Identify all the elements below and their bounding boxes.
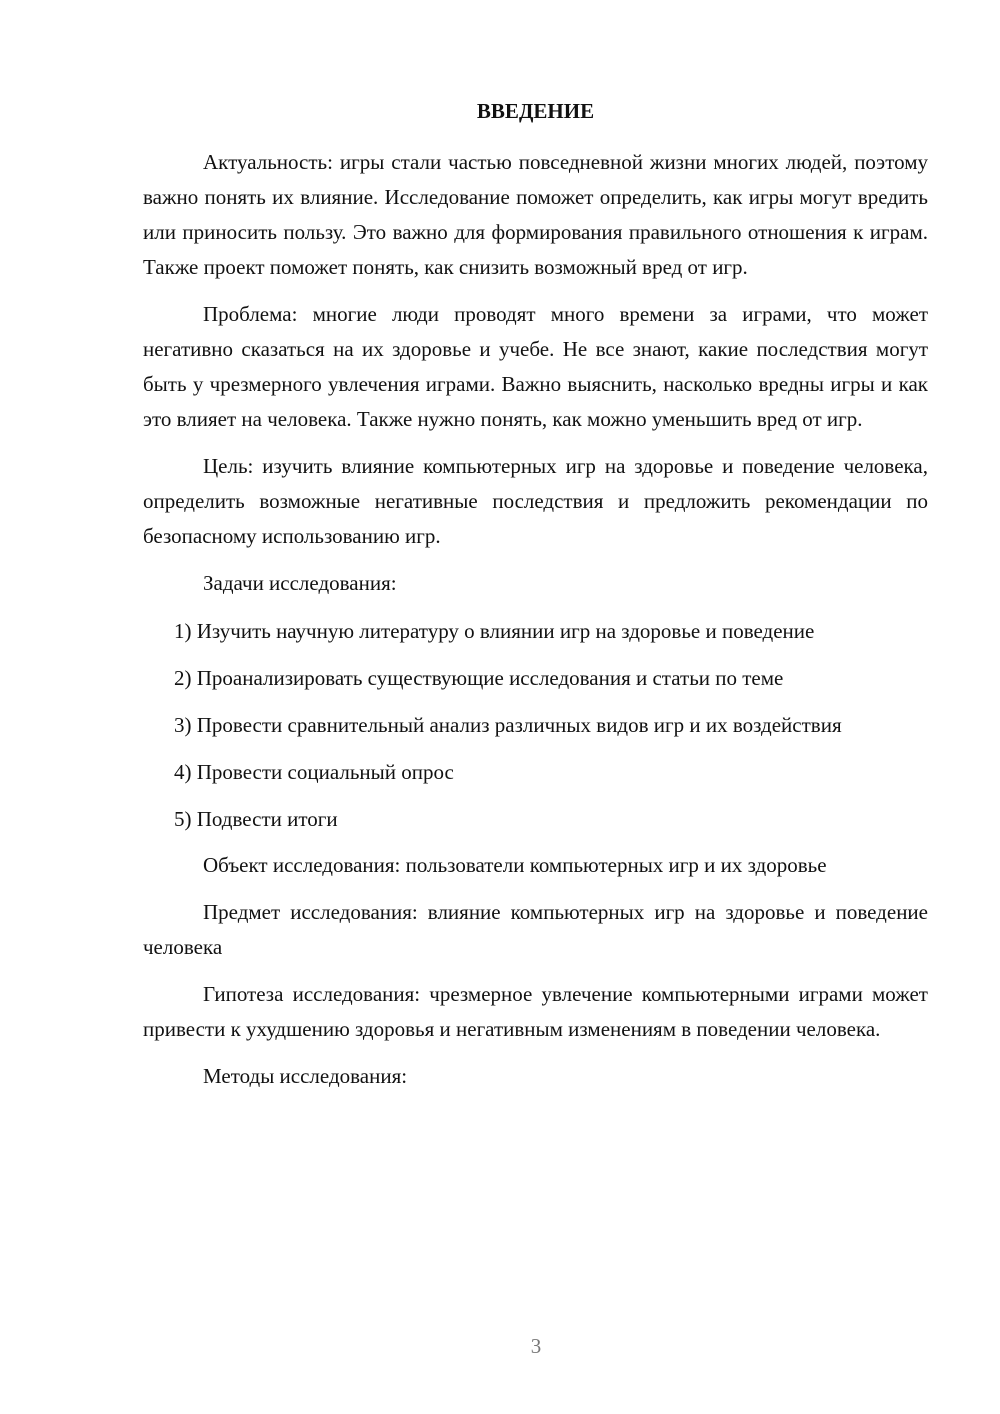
methods-title: Методы исследования: — [203, 1064, 408, 1088]
subject-paragraph: Предмет исследования: влияние компьютерных игр на здоровье и поведение человека — [143, 900, 928, 959]
section-heading: ВВЕДЕНИЕ — [476, 99, 595, 123]
page-number: 3 — [530, 1334, 542, 1358]
problem-paragraph: Проблема: многие люди проводят много времени за играми, что может негативно сказаться на их здоровье и учебе. Не все знают, какие последствия могут быть у чрезмерного увлечения играми. Важно выяснить, насколько вредны игры и как это влияет на человека. Также нужно понять, как можно уменьшить вред от игр. — [143, 302, 928, 431]
tasks-title: Задачи исследования: — [203, 571, 397, 595]
task-item-1: 1) Изучить научную литературу о влиянии игр на здоровье и поведение — [174, 619, 815, 643]
relevance-paragraph: Актуальность: игры стали частью повседневной жизни многих людей, поэтому важно понять их влияние. Исследование поможет определить, как игры могут вредить или приносить пользу. Это важно для формирования правильного отношения к играм. Также проект поможет понять, как снизить возможный вред от игр. — [143, 150, 928, 279]
task-item-3: 3) Провести сравнительный анализ различных видов игр и их воздействия — [174, 713, 842, 737]
task-item-5: 5) Подвести итоги — [174, 807, 338, 831]
task-item-2: 2) Проанализировать существующие исследования и статьи по теме — [174, 666, 784, 690]
goal-paragraph: Цель: изучить влияние компьютерных игр на здоровье и поведение человека, определить возможные негативные последствия и предложить рекомендации по безопасному использованию игр. — [143, 454, 928, 548]
task-item-4: 4) Провести социальный опрос — [174, 760, 454, 784]
document-page — [143, 96, 928, 1106]
object-paragraph: Объект исследования: пользователи компьютерных игр и их здоровье — [203, 853, 827, 877]
hypothesis-paragraph: Гипотеза исследования: чрезмерное увлечение компьютерными играми может привести к ухудшению здоровья и негативным изменениям в поведении человека. — [143, 982, 928, 1041]
